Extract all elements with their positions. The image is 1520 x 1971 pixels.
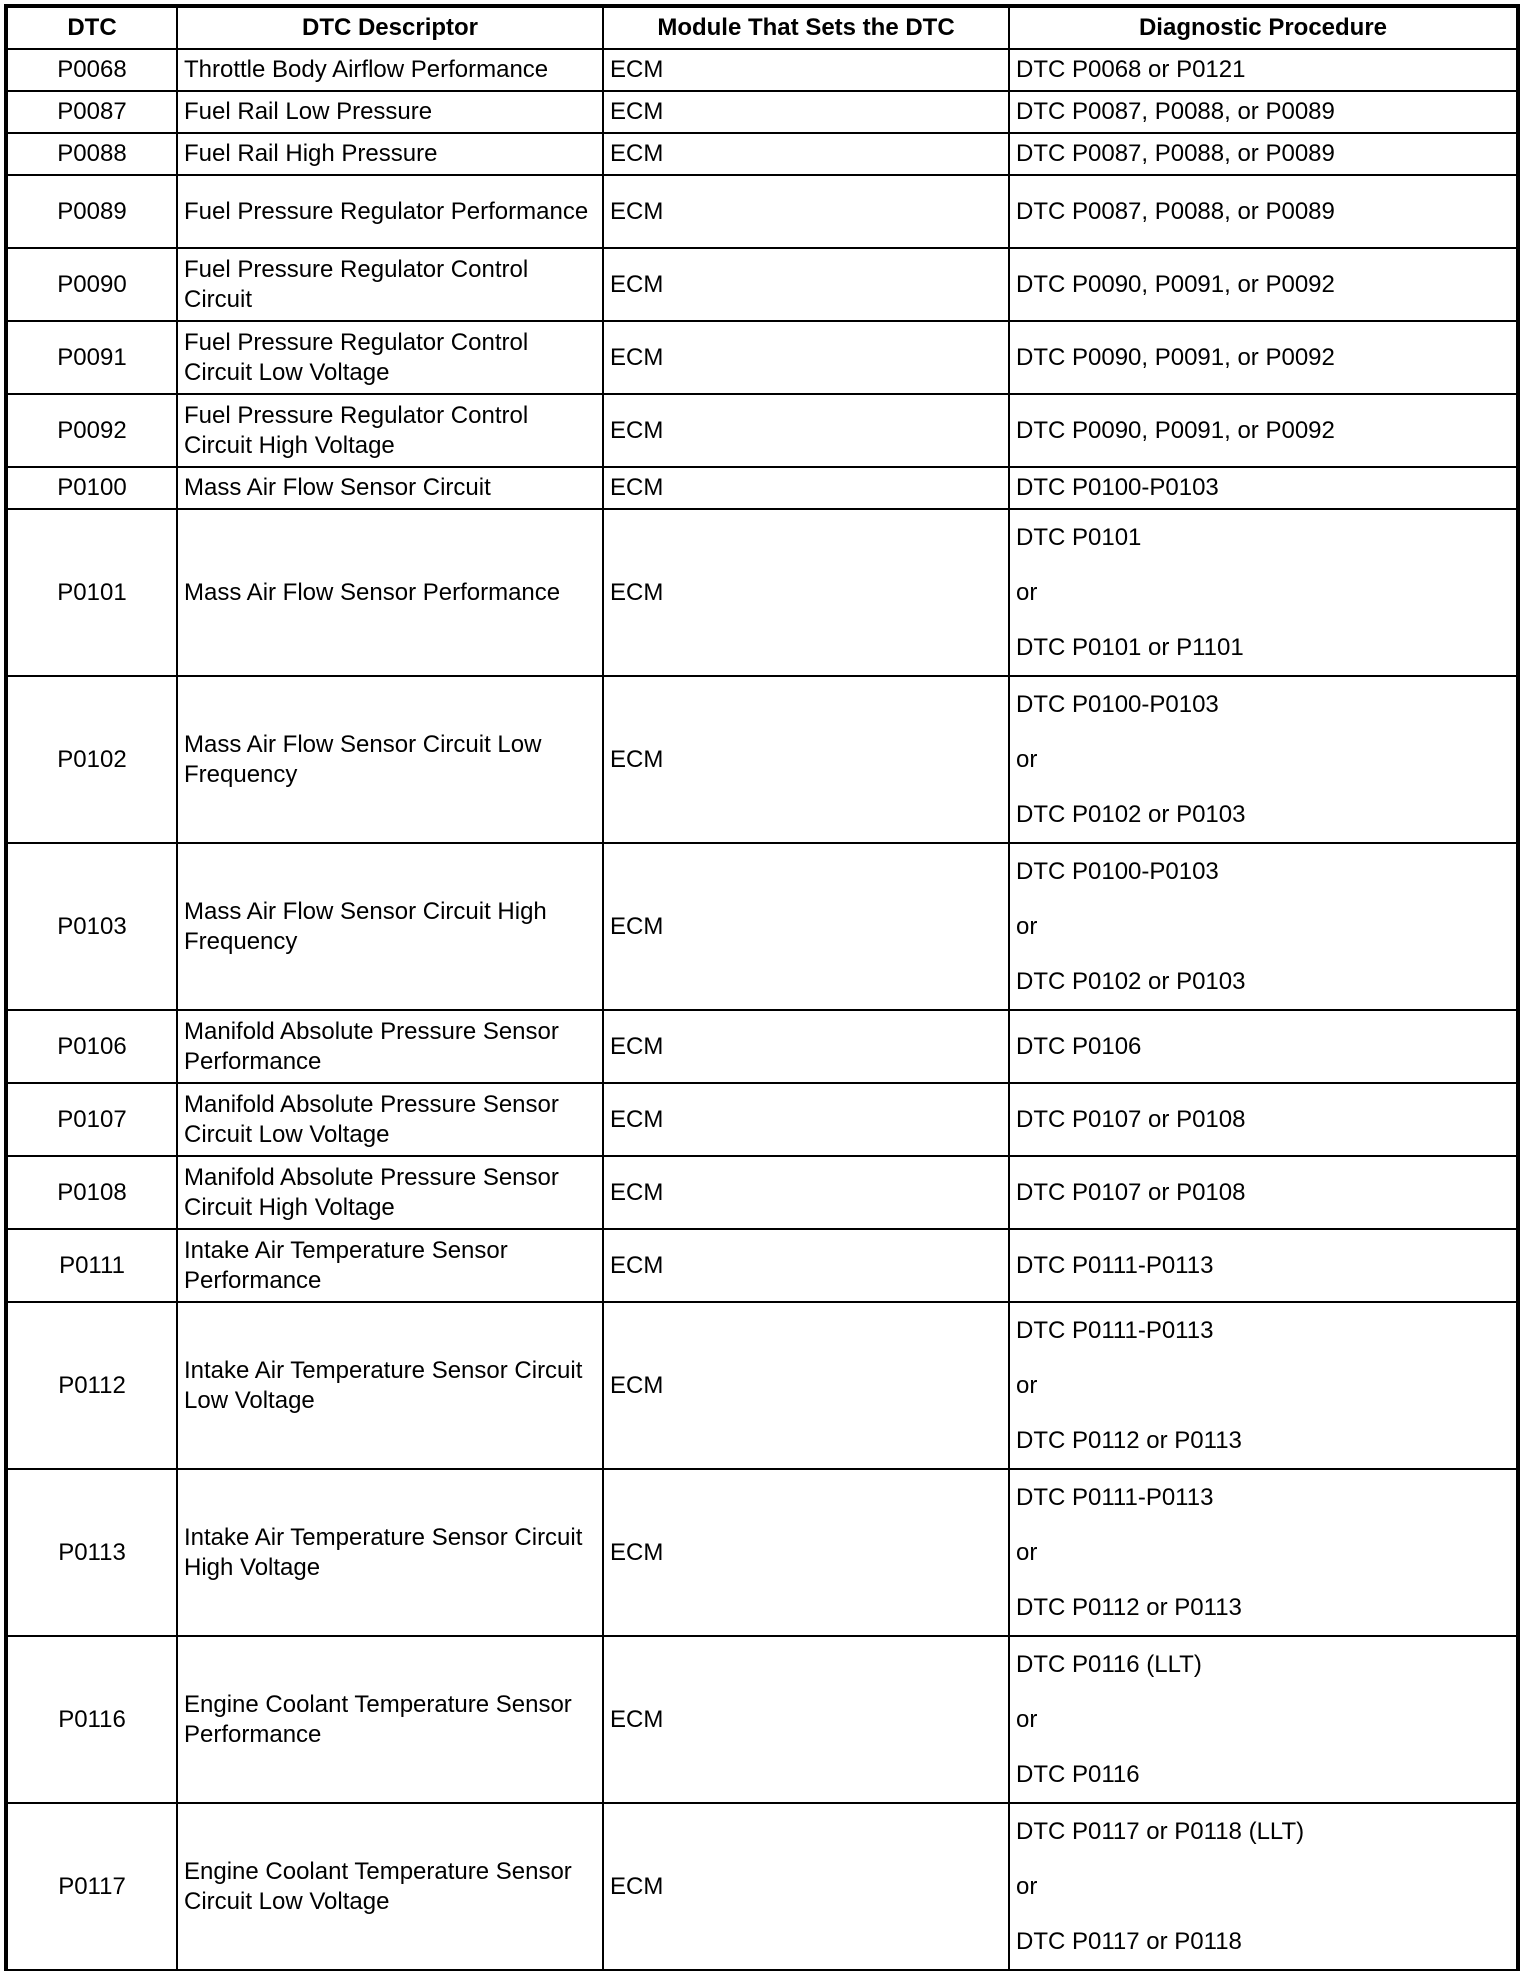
dtc-descriptor: Manifold Absolute Pressure Sensor Circuit High Voltage — [177, 1156, 603, 1229]
table-row — [7, 49, 1517, 91]
procedure-link[interactable]: DTC P0116 — [1016, 1761, 1140, 1788]
setting-module: ECM — [603, 1636, 1009, 1803]
procedure-link[interactable]: DTC P0087, P0088, or P0089 — [1016, 140, 1335, 167]
procedure-or-separator: or — [1016, 579, 1038, 606]
procedure-link[interactable]: DTC P0111-P0113 — [1016, 1317, 1214, 1344]
table-row — [7, 133, 1517, 175]
table-row — [7, 676, 1517, 843]
dtc-descriptor: Intake Air Temperature Sensor Performance — [177, 1229, 603, 1302]
table-row — [7, 1636, 1517, 1803]
table-row — [7, 1469, 1517, 1636]
setting-module: ECM — [603, 1083, 1009, 1156]
dtc-descriptor: Mass Air Flow Sensor Circuit — [177, 467, 603, 509]
table-header-row — [7, 7, 1517, 49]
procedure-link[interactable]: DTC P0106 — [1016, 1032, 1142, 1060]
table-row — [7, 1302, 1517, 1469]
table-row — [7, 467, 1517, 509]
procedure-link[interactable]: DTC P0101 — [1016, 524, 1142, 551]
setting-module: ECM — [603, 49, 1009, 91]
dtc-code: P0092 — [7, 394, 177, 467]
dtc-code: P0113 — [7, 1469, 177, 1636]
diagnostic-procedure — [1009, 1229, 1517, 1302]
procedure-or-separator: or — [1016, 913, 1038, 940]
procedure-link[interactable]: DTC P0111-P0113 — [1016, 1484, 1214, 1511]
column-header-procedure: Diagnostic Procedure — [1009, 7, 1517, 49]
setting-module: ECM — [603, 1302, 1009, 1469]
setting-module: ECM — [603, 1803, 1009, 1970]
dtc-descriptor: Fuel Pressure Regulator Performance — [177, 175, 603, 248]
dtc-code: P0108 — [7, 1156, 177, 1229]
diagnostic-procedure — [1009, 321, 1517, 394]
dtc-code: P0112 — [7, 1302, 177, 1469]
table-row — [7, 509, 1517, 676]
procedure-link[interactable]: DTC P0087, P0088, or P0089 — [1016, 98, 1335, 125]
diagnostic-procedure — [1009, 175, 1517, 248]
dtc-descriptor: Intake Air Temperature Sensor Circuit High Voltage — [177, 1469, 603, 1636]
dtc-descriptor: Fuel Pressure Regulator Control Circuit Low Voltage — [177, 321, 603, 394]
diagnostic-procedure — [1009, 394, 1517, 467]
procedure-link[interactable]: DTC P0102 or P0103 — [1016, 968, 1246, 995]
dtc-code: P0100 — [7, 467, 177, 509]
dtc-code: P0087 — [7, 91, 177, 133]
dtc-code: P0088 — [7, 133, 177, 175]
procedure-or-separator: or — [1016, 1539, 1038, 1566]
diagnostic-procedure — [1009, 1302, 1517, 1469]
table-row — [7, 91, 1517, 133]
procedure-link[interactable]: DTC P0112 or P0113 — [1016, 1427, 1242, 1454]
dtc-descriptor: Intake Air Temperature Sensor Circuit Low Voltage — [177, 1302, 603, 1469]
diagnostic-procedure — [1009, 1083, 1517, 1156]
procedure-link[interactable]: DTC P0090, P0091, or P0092 — [1016, 343, 1335, 371]
table-row — [7, 394, 1517, 467]
diagnostic-procedure — [1009, 91, 1517, 133]
dtc-descriptor: Mass Air Flow Sensor Circuit Low Frequency — [177, 676, 603, 843]
procedure-link[interactable]: DTC P0107 or P0108 — [1016, 1178, 1246, 1206]
column-header-descriptor: DTC Descriptor — [177, 7, 603, 49]
procedure-or-separator: or — [1016, 1372, 1038, 1399]
table-row — [7, 1229, 1517, 1302]
diagnostic-procedure — [1009, 1803, 1517, 1970]
procedure-link[interactable]: DTC P0112 or P0113 — [1016, 1594, 1242, 1621]
dtc-table — [6, 6, 1518, 1971]
procedure-or-separator: or — [1016, 1873, 1038, 1900]
table-row — [7, 1083, 1517, 1156]
procedure-link[interactable]: DTC P0100-P0103 — [1016, 691, 1219, 718]
procedure-or-separator: or — [1016, 746, 1038, 773]
setting-module: ECM — [603, 509, 1009, 676]
setting-module: ECM — [603, 1469, 1009, 1636]
diagnostic-procedure — [1009, 509, 1517, 676]
diagnostic-procedure — [1009, 843, 1517, 1010]
procedure-link[interactable]: DTC P0090, P0091, or P0092 — [1016, 270, 1335, 298]
dtc-code: P0091 — [7, 321, 177, 394]
setting-module: ECM — [603, 467, 1009, 509]
dtc-code: P0107 — [7, 1083, 177, 1156]
table-row — [7, 843, 1517, 1010]
setting-module: ECM — [603, 321, 1009, 394]
dtc-descriptor: Throttle Body Airflow Performance — [177, 49, 603, 91]
setting-module: ECM — [603, 394, 1009, 467]
diagnostic-procedure — [1009, 1469, 1517, 1636]
dtc-descriptor: Fuel Pressure Regulator Control Circuit — [177, 248, 603, 321]
dtc-descriptor: Fuel Rail Low Pressure — [177, 91, 603, 133]
procedure-link[interactable]: DTC P0100-P0103 — [1016, 858, 1219, 885]
dtc-code: P0089 — [7, 175, 177, 248]
procedure-link[interactable]: DTC P0101 or P1101 — [1016, 634, 1244, 661]
diagnostic-procedure — [1009, 467, 1517, 509]
procedure-link[interactable]: DTC P0107 or P0108 — [1016, 1105, 1246, 1133]
table-row — [7, 1156, 1517, 1229]
dtc-descriptor: Engine Coolant Temperature Sensor Performance — [177, 1636, 603, 1803]
dtc-code: P0068 — [7, 49, 177, 91]
diagnostic-procedure — [1009, 1156, 1517, 1229]
dtc-descriptor: Fuel Rail High Pressure — [177, 133, 603, 175]
diagnostic-procedure — [1009, 1010, 1517, 1083]
table-body — [7, 49, 1517, 1970]
dtc-descriptor: Fuel Pressure Regulator Control Circuit High Voltage — [177, 394, 603, 467]
setting-module: ECM — [603, 1229, 1009, 1302]
procedure-or-separator: or — [1016, 1706, 1038, 1733]
table-row — [7, 1803, 1517, 1970]
setting-module: ECM — [603, 91, 1009, 133]
diagnostic-procedure — [1009, 1636, 1517, 1803]
dtc-code: P0116 — [7, 1636, 177, 1803]
setting-module: ECM — [603, 248, 1009, 321]
table-row — [7, 175, 1517, 248]
setting-module: ECM — [603, 133, 1009, 175]
procedure-link[interactable]: DTC P0102 or P0103 — [1016, 801, 1246, 828]
table-row — [7, 248, 1517, 321]
procedure-link[interactable]: DTC P0090, P0091, or P0092 — [1016, 416, 1335, 444]
setting-module: ECM — [603, 843, 1009, 1010]
procedure-link[interactable]: DTC P0117 or P0118 (LLT) — [1016, 1818, 1305, 1845]
setting-module: ECM — [603, 1010, 1009, 1083]
dtc-code: P0117 — [7, 1803, 177, 1970]
procedure-link[interactable]: DTC P0100-P0103 — [1016, 474, 1219, 501]
column-header-dtc: DTC — [7, 7, 177, 49]
dtc-descriptor: Manifold Absolute Pressure Sensor Performance — [177, 1010, 603, 1083]
dtc-code: P0101 — [7, 509, 177, 676]
column-header-module: Module That Sets the DTC — [603, 7, 1009, 49]
dtc-table-container — [6, 6, 1518, 1971]
dtc-code: P0106 — [7, 1010, 177, 1083]
table-row — [7, 321, 1517, 394]
dtc-code: P0090 — [7, 248, 177, 321]
dtc-code: P0103 — [7, 843, 177, 1010]
procedure-link[interactable]: DTC P0068 or P0121 — [1016, 56, 1246, 83]
procedure-link[interactable]: DTC P0117 or P0118 — [1016, 1928, 1242, 1955]
procedure-link[interactable]: DTC P0087, P0088, or P0089 — [1016, 197, 1335, 225]
diagnostic-procedure — [1009, 49, 1517, 91]
procedure-link[interactable]: DTC P0111-P0113 — [1016, 1251, 1214, 1279]
table-row — [7, 1010, 1517, 1083]
dtc-descriptor: Mass Air Flow Sensor Circuit High Frequency — [177, 843, 603, 1010]
dtc-descriptor: Manifold Absolute Pressure Sensor Circuit Low Voltage — [177, 1083, 603, 1156]
procedure-link[interactable]: DTC P0116 (LLT) — [1016, 1651, 1202, 1678]
diagnostic-procedure — [1009, 676, 1517, 843]
diagnostic-procedure — [1009, 133, 1517, 175]
dtc-code: P0111 — [7, 1229, 177, 1302]
dtc-code: P0102 — [7, 676, 177, 843]
dtc-descriptor: Mass Air Flow Sensor Performance — [177, 509, 603, 676]
setting-module: ECM — [603, 676, 1009, 843]
diagnostic-procedure — [1009, 248, 1517, 321]
setting-module: ECM — [603, 175, 1009, 248]
dtc-descriptor: Engine Coolant Temperature Sensor Circuit Low Voltage — [177, 1803, 603, 1970]
setting-module: ECM — [603, 1156, 1009, 1229]
